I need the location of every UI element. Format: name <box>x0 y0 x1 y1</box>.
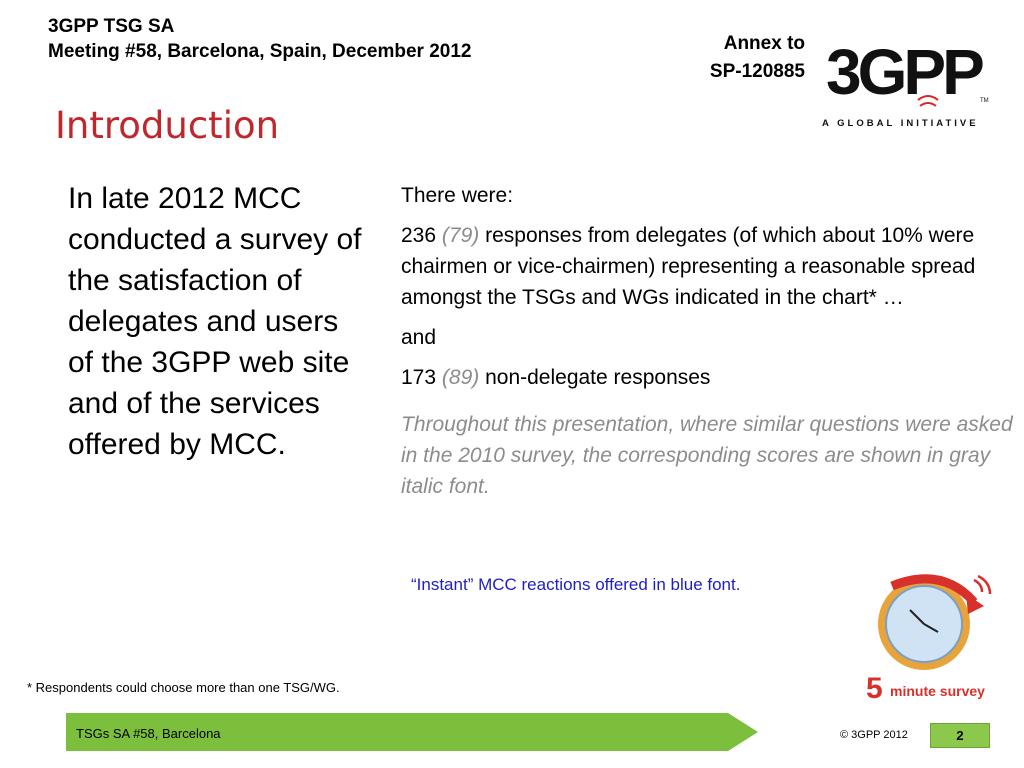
header-line2: Meeting #58, Barcelona, Spain, December 2012 <box>48 41 472 62</box>
footer-copyright: © 3GPP 2012 <box>840 729 908 741</box>
footnote: * Respondents could choose more than one TSG/WG. <box>27 680 340 695</box>
survey-number: 5 <box>866 672 883 704</box>
gray-font-note: Throughout this presentation, where similar questions were asked in the 2010 survey, the corresponding scores are shown in gray italic font. <box>401 413 1013 498</box>
delegates-paragraph <box>401 220 1013 313</box>
and-line: and <box>401 326 437 349</box>
delegates-prev-count: (79) <box>441 224 480 247</box>
response-summary <box>401 180 1013 502</box>
blue-font-note: “Instant” MCC reactions offered in blue font. <box>411 575 741 594</box>
clock-survey-icon <box>862 572 1002 704</box>
intro-line: There were: <box>401 184 514 207</box>
survey-label: minute survey <box>890 683 985 699</box>
header-line1: 3GPP TSG SA <box>48 16 175 37</box>
nondelegates-text: non-delegate responses <box>485 366 711 389</box>
page-number: 2 <box>930 723 990 748</box>
nondelegates-prev-count: (89) <box>441 366 480 389</box>
delegates-count: 236 <box>401 224 437 247</box>
logo-tagline: A GLOBAL INITIATIVE <box>822 118 979 129</box>
logo-text: 3GPP <box>826 36 981 108</box>
footer-meeting-label: TSGs SA #58, Barcelona <box>76 726 221 741</box>
annex-line2: SP-120885 <box>709 61 805 82</box>
3gpp-logo <box>820 22 1002 134</box>
nondelegates-paragraph <box>401 362 1013 393</box>
slide-title: Introduction <box>55 104 280 147</box>
delegates-text: responses from delegates (of which about 10% were chairmen or vice-chairmen) representing a reasonable spread amongst the TSGs and WGs indicated in the chart* … <box>401 224 976 309</box>
logo-tm: TM <box>980 98 989 104</box>
annex-reference <box>640 30 805 86</box>
nondelegates-count: 173 <box>401 366 437 389</box>
annex-line1: Annex to <box>723 33 805 54</box>
meeting-header <box>48 14 471 64</box>
intro-paragraph: In late 2012 MCC conducted a survey of the satisfaction of delegates and users of the 3GPP web site and of the services offered by MCC. <box>68 182 362 461</box>
